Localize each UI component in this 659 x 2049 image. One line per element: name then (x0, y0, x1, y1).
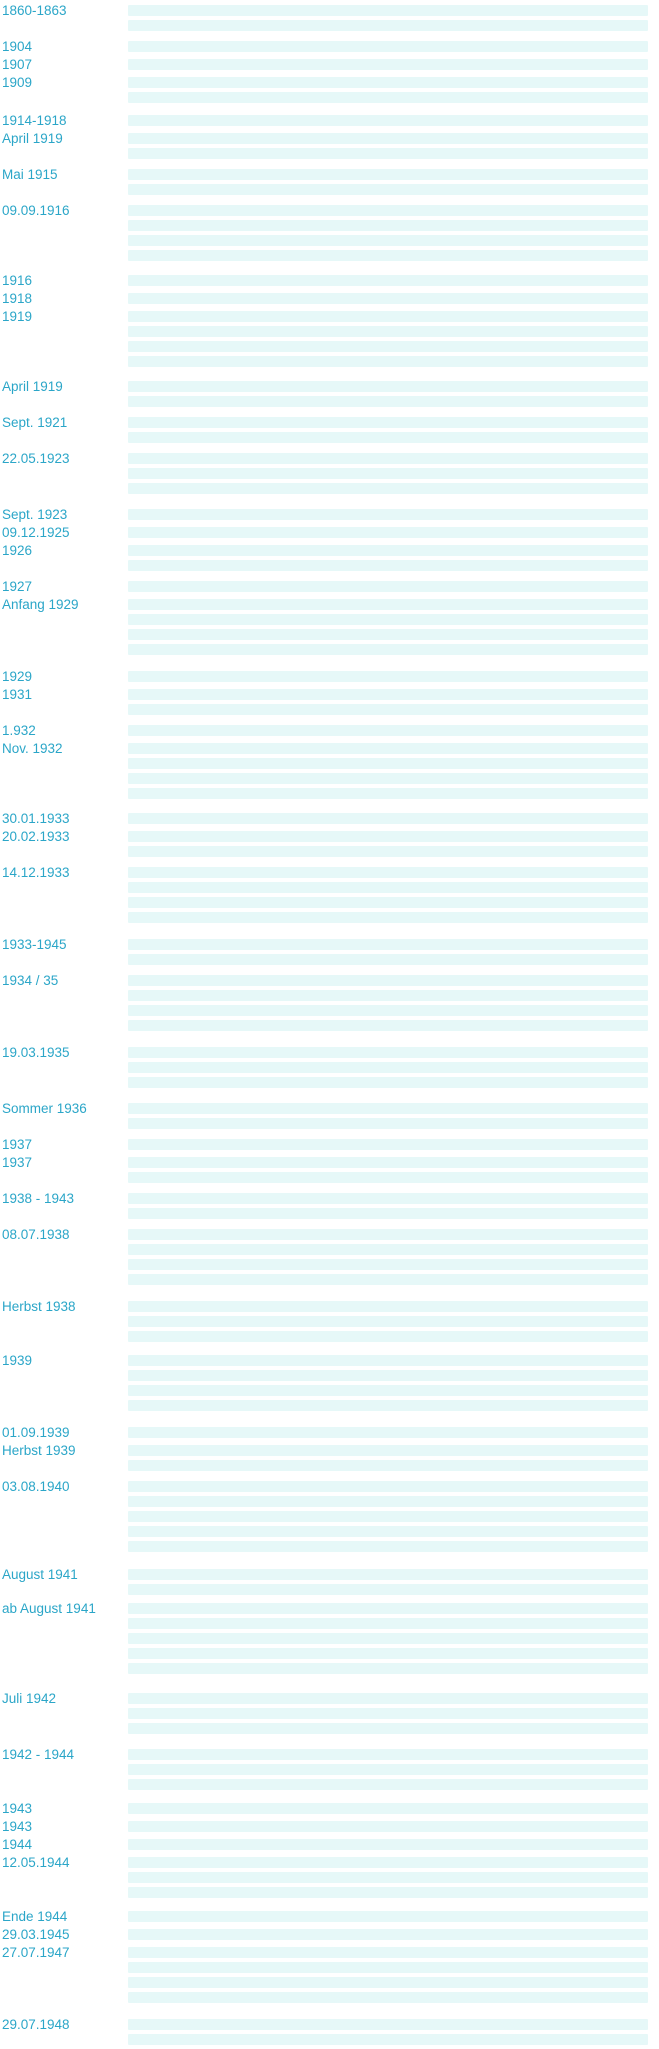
faded-text-line (128, 1872, 648, 1883)
faded-text-line (128, 939, 648, 950)
faded-text-line (128, 1857, 648, 1868)
entry-description (128, 1442, 648, 1475)
faded-text-line (128, 1316, 648, 1327)
faded-text-line (128, 1103, 648, 1114)
entry-date: 27.07.1947 (2, 1945, 70, 1960)
entry-description (128, 112, 648, 130)
entry-description (128, 130, 648, 163)
faded-text-line (128, 689, 648, 700)
entry-description (128, 1478, 648, 1556)
entry-description (128, 272, 648, 290)
entry-date: Herbst 1939 (2, 1443, 76, 1458)
entry-date: 1909 (2, 75, 33, 90)
faded-text-line (128, 1400, 648, 1411)
faded-text-line (128, 1020, 648, 1031)
entry-date: 30.01.1933 (2, 811, 70, 826)
faded-text-line (128, 356, 648, 367)
faded-text-line (128, 381, 648, 392)
faded-text-line (128, 813, 648, 824)
faded-text-line (128, 1139, 648, 1150)
entry-description (128, 1800, 648, 1818)
faded-text-line (128, 1445, 648, 1456)
entry-date: April 1919 (2, 379, 63, 394)
entry-date: ab August 1941 (2, 1601, 96, 1616)
faded-text-line (128, 2019, 648, 2030)
faded-text-line (128, 912, 648, 923)
faded-text-line (128, 133, 648, 144)
entry-description (128, 542, 648, 575)
entry-date: 09.09.1916 (2, 203, 70, 218)
faded-text-line (128, 59, 648, 70)
faded-text-line (128, 1526, 648, 1537)
faded-text-line (128, 846, 648, 857)
faded-text-line (128, 417, 648, 428)
entry-description (128, 1854, 648, 1902)
entry-description (128, 1226, 648, 1289)
faded-text-line (128, 725, 648, 736)
entry-date: Nov. 1932 (2, 741, 63, 756)
entry-description (128, 1746, 648, 1794)
entry-date: Juli 1942 (2, 1691, 57, 1706)
faded-text-line (128, 1992, 648, 2003)
entry-date: August 1941 (2, 1567, 78, 1582)
faded-text-line (128, 1779, 648, 1790)
faded-text-line (128, 77, 648, 88)
entry-description (128, 810, 648, 828)
entry-description (128, 202, 648, 265)
faded-text-line (128, 20, 648, 31)
faded-text-line (128, 1693, 648, 1704)
faded-text-line (128, 1764, 648, 1775)
entry-date: 19.03.1935 (2, 1045, 70, 1060)
entry-description (128, 1566, 648, 1599)
entry-description (128, 506, 648, 524)
entry-description (128, 450, 648, 498)
entry-description (128, 1154, 648, 1187)
faded-text-line (128, 326, 648, 337)
entry-date: 1918 (2, 291, 33, 306)
faded-text-line (128, 1541, 648, 1552)
entry-date: 1934 / 35 (2, 973, 59, 988)
entry-date: 22.05.1923 (2, 451, 70, 466)
faded-text-line (128, 1648, 648, 1659)
faded-text-line (128, 115, 648, 126)
entry-description (128, 668, 648, 686)
faded-text-line (128, 1062, 648, 1073)
entry-date: 1943 (2, 1819, 33, 1834)
faded-text-line (128, 1708, 648, 1719)
faded-text-line (128, 629, 648, 640)
faded-text-line (128, 250, 648, 261)
entry-date: 01.09.1939 (2, 1425, 70, 1440)
entry-date: 14.12.1933 (2, 865, 70, 880)
entry-date: Sept. 1921 (2, 415, 68, 430)
faded-text-line (128, 599, 648, 610)
faded-text-line (128, 1193, 648, 1204)
entry-date: 1907 (2, 57, 33, 72)
entry-date: 1926 (2, 543, 33, 558)
faded-text-line (128, 453, 648, 464)
faded-text-line (128, 5, 648, 16)
faded-text-line (128, 1005, 648, 1016)
entry-date: 1.932 (2, 723, 36, 738)
faded-text-line (128, 1723, 648, 1734)
entry-description (128, 740, 648, 803)
entry-description (128, 864, 648, 927)
entry-date: 1937 (2, 1155, 33, 1170)
faded-text-line (128, 293, 648, 304)
faded-text-line (128, 867, 648, 878)
entry-description (128, 1100, 648, 1133)
faded-text-line (128, 773, 648, 784)
faded-text-line (128, 560, 648, 571)
entry-description (128, 378, 648, 411)
faded-text-line (128, 1355, 648, 1366)
faded-text-line (128, 184, 648, 195)
entry-description (128, 1298, 648, 1346)
entry-description (128, 596, 648, 659)
entry-date: 1937 (2, 1137, 33, 1152)
entry-description (128, 1836, 648, 1854)
faded-text-line (128, 758, 648, 769)
entry-date: 1916 (2, 273, 33, 288)
faded-text-line (128, 1569, 648, 1580)
entry-date: 1927 (2, 579, 33, 594)
faded-text-line (128, 897, 648, 908)
faded-text-line (128, 1911, 648, 1922)
faded-text-line (128, 396, 648, 407)
entry-description (128, 2, 648, 35)
faded-text-line (128, 1385, 648, 1396)
entry-description (128, 1908, 648, 1926)
entry-date: Anfang 1929 (2, 597, 79, 612)
faded-text-line (128, 1584, 648, 1595)
faded-text-line (128, 1077, 648, 1088)
faded-text-line (128, 788, 648, 799)
faded-text-line (128, 92, 648, 103)
faded-text-line (128, 1244, 648, 1255)
entry-description (128, 1424, 648, 1442)
faded-text-line (128, 1496, 648, 1507)
faded-text-line (128, 1259, 648, 1270)
faded-text-line (128, 1047, 648, 1058)
faded-text-line (128, 743, 648, 754)
entry-description (128, 1690, 648, 1738)
entry-date: 08.07.1938 (2, 1227, 70, 1242)
entry-description (128, 828, 648, 861)
faded-text-line (128, 990, 648, 1001)
faded-text-line (128, 1460, 648, 1471)
entry-date: 1943 (2, 1801, 33, 1816)
faded-text-line (128, 341, 648, 352)
faded-text-line (128, 527, 648, 538)
faded-text-line (128, 1618, 648, 1629)
faded-text-line (128, 1947, 648, 1958)
faded-text-line (128, 41, 648, 52)
faded-text-line (128, 1962, 648, 1973)
faded-text-line (128, 311, 648, 322)
faded-text-line (128, 954, 648, 965)
faded-text-line (128, 644, 648, 655)
entry-description (128, 1136, 648, 1154)
faded-text-line (128, 581, 648, 592)
entry-date: 1933-1945 (2, 937, 67, 952)
entry-description (128, 936, 648, 969)
entry-date: 09.12.1925 (2, 525, 70, 540)
faded-text-line (128, 1481, 648, 1492)
faded-text-line (128, 1157, 648, 1168)
faded-text-line (128, 1839, 648, 1850)
faded-text-line (128, 1887, 648, 1898)
faded-text-line (128, 205, 648, 216)
entry-date: 1914-1918 (2, 113, 67, 128)
faded-text-line (128, 1929, 648, 1940)
faded-text-line (128, 1803, 648, 1814)
entry-date: 29.03.1945 (2, 1927, 70, 1942)
faded-text-line (128, 169, 648, 180)
faded-text-line (128, 1331, 648, 1342)
faded-text-line (128, 1118, 648, 1129)
faded-text-line (128, 975, 648, 986)
entry-description (128, 290, 648, 308)
faded-text-line (128, 235, 648, 246)
faded-text-line (128, 704, 648, 715)
faded-text-line (128, 432, 648, 443)
faded-text-line (128, 1633, 648, 1644)
faded-text-line (128, 1301, 648, 1312)
faded-text-line (128, 1603, 648, 1614)
faded-text-line (128, 671, 648, 682)
entry-description (128, 1190, 648, 1223)
entry-description (128, 2016, 648, 2049)
entry-description (128, 1926, 648, 1944)
entry-date: 1939 (2, 1353, 33, 1368)
entry-date: 1942 - 1944 (2, 1747, 75, 1762)
faded-text-line (128, 148, 648, 159)
entry-description (128, 74, 648, 107)
entry-description (128, 38, 648, 56)
entry-date: 1944 (2, 1837, 33, 1852)
entry-date: April 1919 (2, 131, 63, 146)
entry-description (128, 308, 648, 371)
entry-description (128, 1352, 648, 1415)
entry-description (128, 524, 648, 542)
entry-description (128, 578, 648, 596)
entry-date: 1919 (2, 309, 33, 324)
faded-text-line (128, 483, 648, 494)
faded-text-line (128, 831, 648, 842)
entry-date: 1938 - 1943 (2, 1191, 75, 1206)
entry-description (128, 166, 648, 199)
entry-date: 1904 (2, 39, 33, 54)
entry-date: Mai 1915 (2, 167, 58, 182)
entry-description (128, 56, 648, 74)
faded-text-line (128, 509, 648, 520)
faded-text-line (128, 1427, 648, 1438)
faded-text-line (128, 1821, 648, 1832)
faded-text-line (128, 275, 648, 286)
faded-text-line (128, 1172, 648, 1183)
entry-date: 1929 (2, 669, 33, 684)
faded-text-line (128, 545, 648, 556)
faded-text-line (128, 614, 648, 625)
entry-date: 03.08.1940 (2, 1479, 70, 1494)
entry-description (128, 1044, 648, 1092)
entry-description (128, 1944, 648, 2007)
faded-text-line (128, 1274, 648, 1285)
entry-description (128, 1818, 648, 1836)
entry-date: 1860-1863 (2, 3, 67, 18)
faded-text-line (128, 1977, 648, 1988)
faded-text-line (128, 220, 648, 231)
entry-date: 12.05.1944 (2, 1855, 70, 1870)
entry-date: 1931 (2, 687, 33, 702)
entry-description (128, 414, 648, 447)
entry-description (128, 1600, 648, 1678)
faded-text-line (128, 1229, 648, 1240)
faded-text-line (128, 1663, 648, 1674)
faded-text-line (128, 468, 648, 479)
entry-date: Ende 1944 (2, 1909, 68, 1924)
entry-description (128, 972, 648, 1035)
entry-date: 29.07.1948 (2, 2017, 70, 2032)
faded-text-line (128, 1749, 648, 1760)
faded-text-line (128, 1370, 648, 1381)
entry-date: Sommer 1936 (2, 1101, 87, 1116)
entry-description (128, 686, 648, 719)
entry-date: 20.02.1933 (2, 829, 70, 844)
faded-text-line (128, 1511, 648, 1522)
entry-date: Sept. 1923 (2, 507, 68, 522)
entry-description (128, 722, 648, 740)
entry-date: Herbst 1938 (2, 1299, 76, 1314)
faded-text-line (128, 1208, 648, 1219)
faded-text-line (128, 882, 648, 893)
